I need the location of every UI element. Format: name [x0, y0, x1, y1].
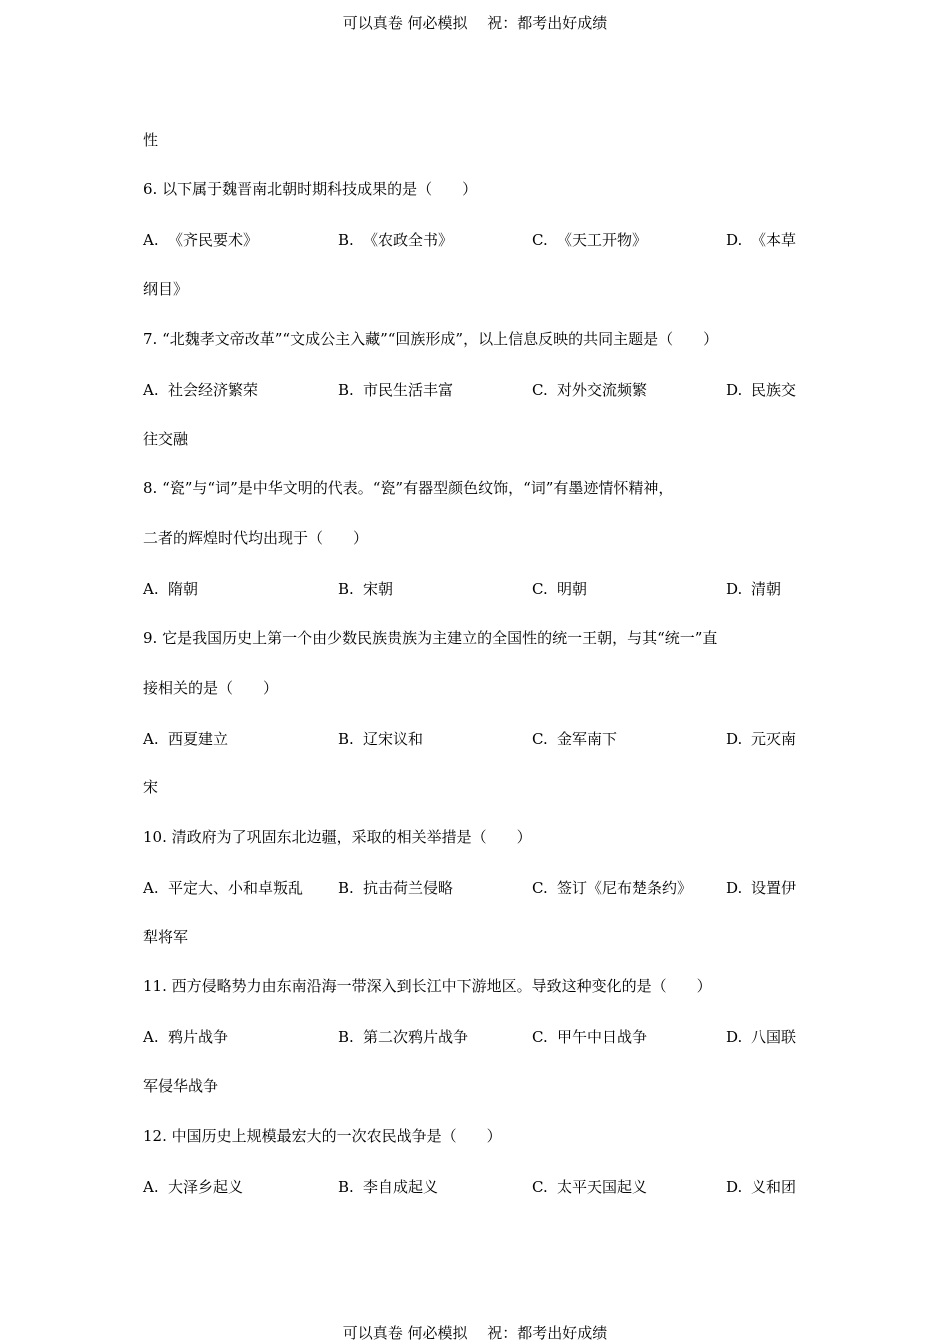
option-d: D. 八国联	[726, 1028, 797, 1046]
option-c: C. 对外交流频繁	[532, 381, 648, 399]
option-c: C. 甲午中日战争	[532, 1028, 648, 1046]
question-stem-continued: 接相关的是（ ）	[143, 679, 279, 697]
option-c: C. 太平天国起义	[532, 1178, 648, 1196]
option-d: D. 元灭南	[726, 730, 797, 748]
option-wrap-text: 纲目》	[143, 280, 189, 298]
option-wrap-text: 军侵华战争	[143, 1077, 219, 1095]
option-wrap-text: 宋	[143, 778, 159, 796]
option-d: D. 《本草	[726, 231, 797, 249]
question-stem-continued: 二者的辉煌时代均出现于（ ）	[143, 529, 369, 547]
page-footer: 可以真卷 何必模拟 祝：都考出好成绩	[342, 1324, 608, 1342]
option-d: D. 民族交	[726, 381, 797, 399]
question-stem: 6. 以下属于魏晋南北朝时期科技成果的是（ ）	[143, 180, 478, 198]
option-b: B. 《农政全书》	[338, 231, 454, 249]
option-a: A. 社会经济繁荣	[143, 381, 259, 399]
option-a: A. 大泽乡起义	[143, 1178, 244, 1196]
option-b: B. 宋朝	[338, 580, 394, 598]
option-b: B. 辽宋议和	[338, 730, 424, 748]
option-b: B. 第二次鸦片战争	[338, 1028, 469, 1046]
option-b: B. 李自成起义	[338, 1178, 439, 1196]
continuation-text: 性	[143, 131, 159, 149]
option-d: D. 义和团	[726, 1178, 797, 1196]
option-b: B. 市民生活丰富	[338, 381, 454, 399]
option-d: D. 设置伊	[726, 879, 797, 897]
option-c: C. 《天工开物》	[532, 231, 648, 249]
option-a: A. 隋朝	[143, 580, 199, 598]
option-c: C. 签订《尼布楚条约》	[532, 879, 693, 897]
question-stem: 7. “北魏孝文帝改革”“文成公主入藏”“回族形成”，以上信息反映的共同主题是（ ）	[143, 330, 719, 348]
question-stem: 12. 中国历史上规模最宏大的一次农民战争是（ ）	[143, 1127, 502, 1145]
option-wrap-text: 犁将军	[143, 928, 189, 946]
option-d: D. 清朝	[726, 580, 782, 598]
option-a: A. 鸦片战争	[143, 1028, 229, 1046]
option-wrap-text: 往交融	[143, 430, 189, 448]
option-c: C. 金军南下	[532, 730, 618, 748]
option-c: C. 明朝	[532, 580, 588, 598]
question-stem: 9. 它是我国历史上第一个由少数民族贵族为主建立的全国性的统一王朝，与其“统一”直	[143, 629, 718, 647]
question-stem: 10. 清政府为了巩固东北边疆，采取的相关举措是（ ）	[143, 828, 532, 846]
page-header: 可以真卷 何必模拟 祝：都考出好成绩	[342, 14, 608, 32]
option-a: A. 西夏建立	[143, 730, 229, 748]
question-stem: 8. “瓷”与“词”是中华文明的代表。“瓷”有器型颜色纹饰，“词”有墨迹情怀精神，	[143, 479, 674, 497]
option-a: A. 平定大、小和卓叛乱	[143, 879, 304, 897]
option-b: B. 抗击荷兰侵略	[338, 879, 454, 897]
question-stem: 11. 西方侵略势力由东南沿海一带深入到长江中下游地区。导致这种变化的是（ ）	[143, 977, 712, 995]
option-a: A. 《齐民要术》	[143, 231, 259, 249]
